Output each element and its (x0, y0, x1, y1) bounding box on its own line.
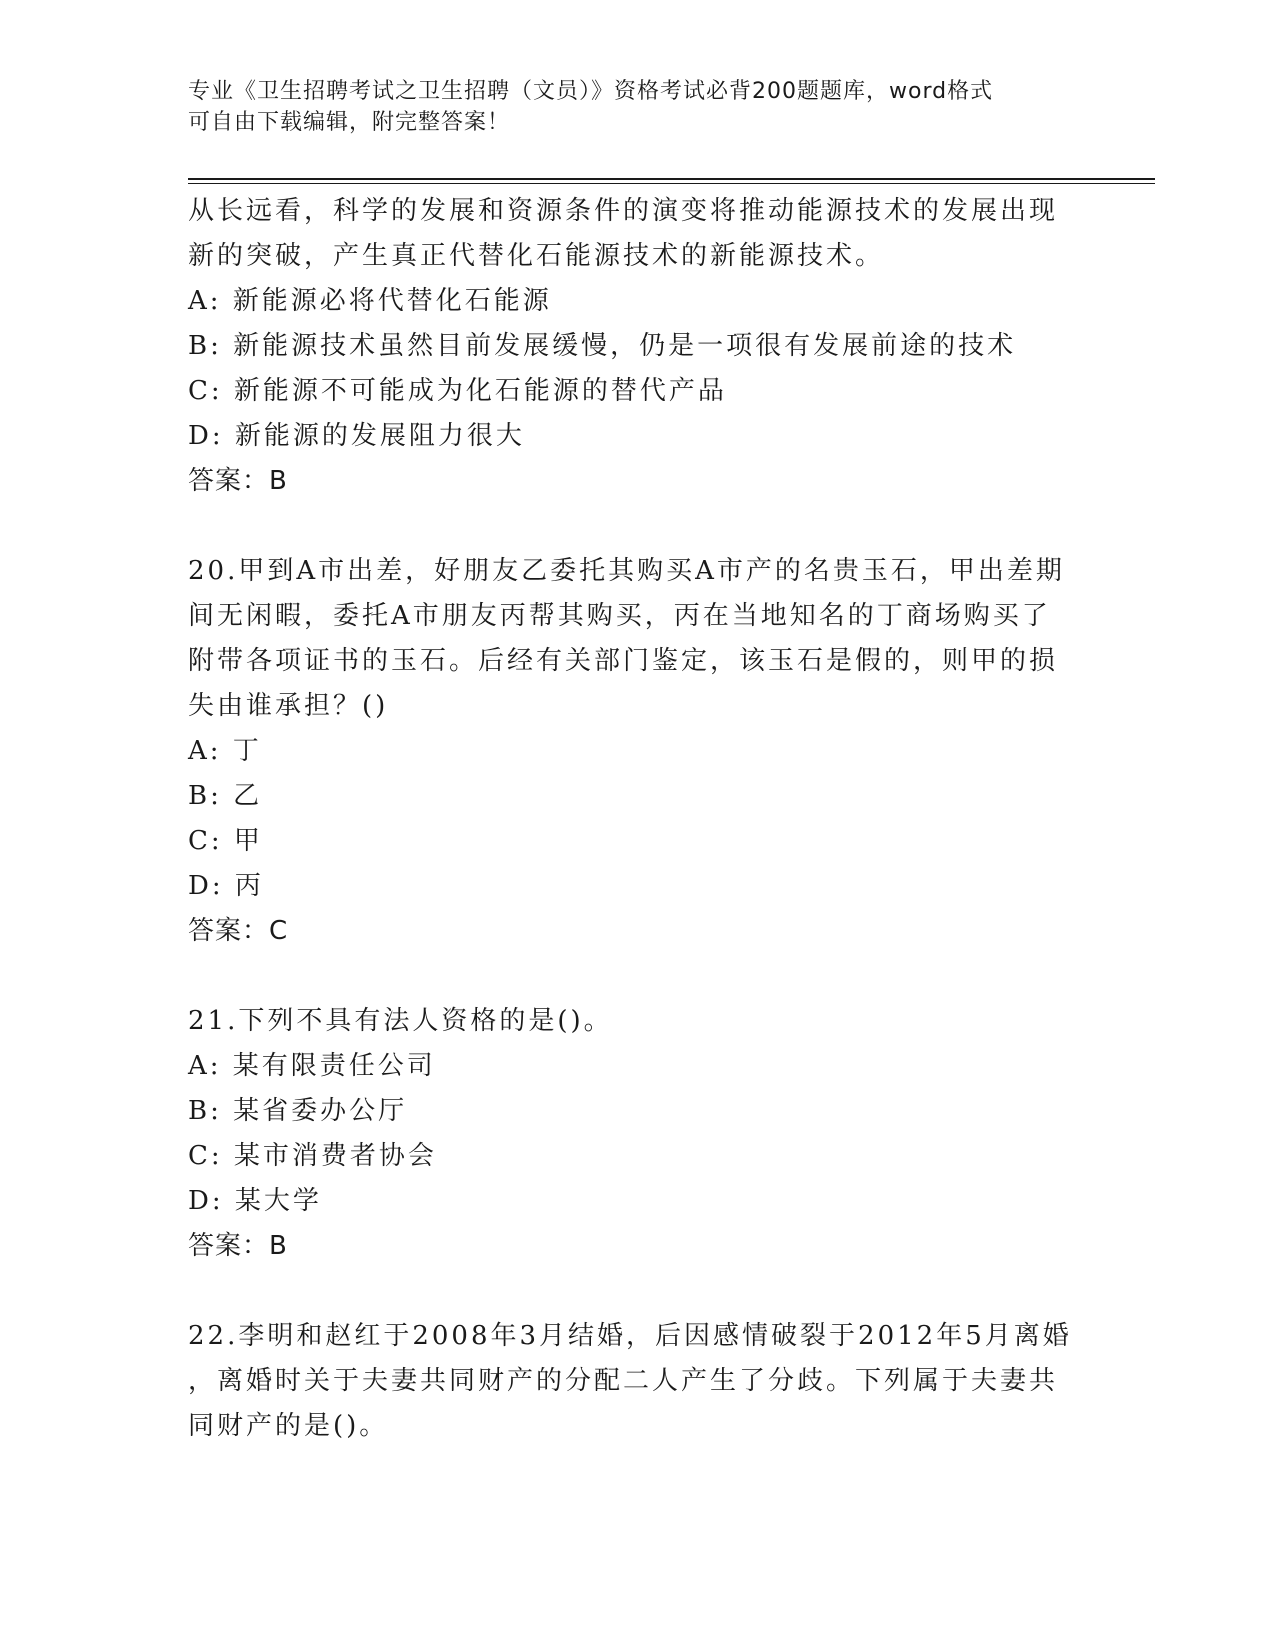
question-stem-line: 21.下列不具有法人资格的是()。 (188, 1006, 613, 1036)
question-stem-line: 20.甲到A市出差，好朋友乙委托其购买A市产的名贵玉石，甲出差期 (188, 556, 1065, 586)
question-21 (188, 999, 1118, 1269)
question-20 (188, 549, 1118, 954)
header-line-1: 专业《卫生招聘考试之卫生招聘（文员）》资格考试必背200题题库，word格式 (188, 79, 994, 104)
option-c: C: 某市消费者协会 (188, 1141, 437, 1171)
question-list (188, 189, 1118, 1449)
question-stem-line: 间无闲暇，委托A市朋友丙帮其购买，丙在当地知名的丁商场购买了 (188, 601, 1051, 631)
header-rule-thin (188, 183, 1155, 184)
option-a: A: 某有限责任公司 (188, 1051, 436, 1081)
question-stem-line: 新的突破，产生真正代替化石能源技术的新能源技术。 (188, 241, 885, 271)
option-b: B: 某省委办公厅 (188, 1096, 408, 1126)
question-spacer (188, 1269, 1118, 1314)
question-stem-line: ，离婚时关于夫妻共同财产的分配二人产生了分歧。下列属于夫妻共 (188, 1366, 1059, 1396)
option-a: A: 新能源必将代替化石能源 (188, 286, 552, 316)
header-line-2: 可自由下载编辑，附完整答案！ (188, 110, 511, 135)
option-d: D: 丙 (188, 871, 264, 901)
option-b: B: 新能源技术虽然目前发展缓慢，仍是一项很有发展前途的技术 (188, 331, 1017, 361)
header-rule-thick (188, 178, 1155, 180)
option-d: D: 新能源的发展阻力很大 (188, 421, 525, 451)
answer-line: 答案：B (188, 1231, 288, 1261)
question-stem-line: 失由谁承担？() (188, 691, 389, 721)
question-stem-line: 同财产的是()。 (188, 1411, 389, 1441)
question-19 (188, 189, 1118, 504)
question-stem-line: 从长远看，科学的发展和资源条件的演变将推动能源技术的发展出现 (188, 196, 1059, 226)
question-stem-line: 附带各项证书的玉石。后经有关部门鉴定，该玉石是假的，则甲的损 (188, 646, 1059, 676)
question-22 (188, 1314, 1118, 1449)
option-c: C: 新能源不可能成为化石能源的替代产品 (188, 376, 727, 406)
question-stem-line: 22.李明和赵红于2008年3月结婚，后因感情破裂于2012年5月离婚 (188, 1321, 1072, 1351)
option-d: D: 某大学 (188, 1186, 322, 1216)
answer-line: 答案：C (188, 916, 289, 946)
option-a: A: 丁 (188, 736, 262, 766)
option-b: B: 乙 (188, 781, 263, 811)
document-header (188, 76, 1088, 138)
answer-line: 答案：B (188, 466, 288, 496)
option-c: C: 甲 (188, 826, 263, 856)
question-spacer (188, 954, 1118, 999)
question-spacer (188, 504, 1118, 549)
